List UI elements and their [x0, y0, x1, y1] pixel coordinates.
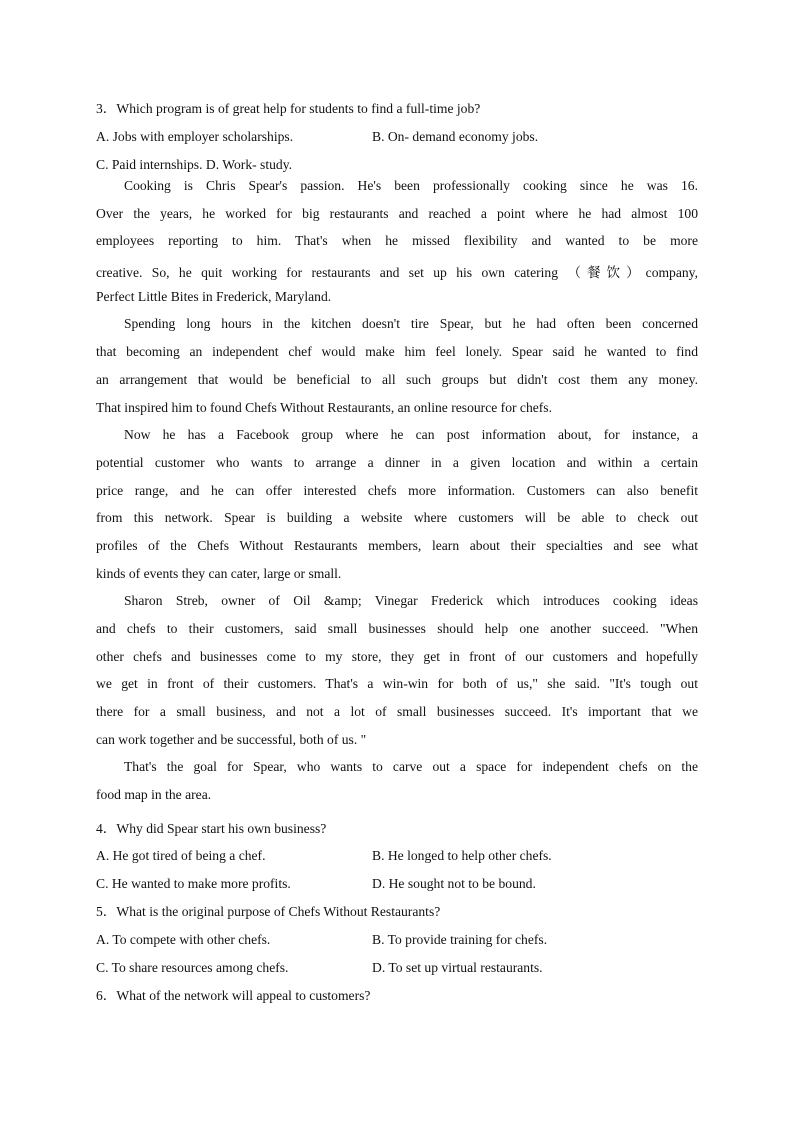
paragraph-line: profiles of the Chefs Without Restaurants members, learn about their specialties and see what — [96, 537, 698, 553]
paragraph-line: that becoming an independent chef would make him feel lonely. Spear said he wanted to find — [96, 344, 698, 360]
passage-paragraph-4 — [96, 593, 698, 759]
option-c: C. He wanted to make more profits. — [96, 876, 291, 892]
exam-page — [96, 95, 698, 1009]
question-6: 6．What of the network will appeal to customers? — [96, 987, 371, 1003]
question-3: 3．Which program is of great help for students to find a full-time job? — [96, 101, 481, 116]
paragraph-line: Now he has a Facebook group where he can post information about, for instance, a — [124, 427, 698, 443]
paragraph-line: Perfect Little Bites in Frederick, Maryland. — [96, 288, 332, 304]
paragraph-line: Sharon Streb, owner of Oil &amp; Vinegar Frederick which introduces cooking ideas — [124, 593, 698, 609]
paragraph-line: That's the goal for Spear, who wants to carve out a space for independent chefs on the — [124, 759, 698, 775]
passage-paragraph-3 — [96, 427, 698, 593]
paragraph-line: price range, and he can offer interested chefs more information. Customers can also benefit — [96, 482, 698, 498]
option-b: B. He longed to help other chefs. — [372, 848, 552, 864]
paragraph-line: we get in front of their customers. That's a win-win for both of us," she said. "It's tough out — [96, 676, 698, 692]
paragraph-line: employees reporting to him. That's when he missed flexibility and wanted to be more — [96, 233, 698, 249]
paragraph-line: Over the years, he worked for big restaurants and reached a point where he had almost 100 — [96, 205, 698, 221]
question-3-options-ab — [96, 123, 698, 151]
passage-paragraph-2 — [96, 316, 698, 427]
paragraph-line: from this network. Spear is building a website where customers will be able to check out — [96, 510, 698, 526]
option-c: C. To share resources among chefs. — [96, 959, 289, 975]
option-a: A. He got tired of being a chef. — [96, 848, 266, 864]
paragraph-line: an arrangement that would be beneficial to all such groups but didn't cost them any money. — [96, 371, 698, 387]
question-4: 4．Why did Spear start his own business? — [96, 820, 327, 836]
passage-paragraph-5 — [96, 759, 698, 814]
paragraph-line: kinds of events they can cater, large or small. — [96, 565, 342, 581]
question-5-options-cd — [96, 954, 698, 982]
option-b: B. To provide training for chefs. — [372, 931, 548, 947]
question-3-options-cd: C. Paid internships. D. Work- study. — [96, 156, 293, 172]
option-a: A. To compete with other chefs. — [96, 931, 271, 947]
question-5: 5．What is the original purpose of Chefs Without Restaurants? — [96, 904, 441, 920]
option-d: D. He sought not to be bound. — [372, 876, 536, 892]
option-d: D. To set up virtual restaurants. — [372, 959, 543, 975]
paragraph-line: and chefs to their customers, said small businesses should help one another succeed. "When — [96, 621, 698, 636]
paragraph-line: That inspired him to found Chefs Without Restaurants, an online resource for chefs. — [96, 399, 552, 415]
option-a: A. Jobs with employer scholarships. — [96, 128, 294, 144]
paragraph-line: can work together and be successful, both of us. " — [96, 731, 367, 747]
question-4-options-ab — [96, 842, 698, 870]
paragraph-line: potential customer who wants to arrange a dinner in a given location and within a certain — [96, 454, 698, 470]
paragraph-line: other chefs and businesses come to my store, they get in front of our customers and hopefully — [96, 648, 698, 664]
paragraph-line: Cooking is Chris Spear's passion. He's been professionally cooking since he was 16. — [124, 178, 698, 193]
option-b: B. On- demand economy jobs. — [372, 128, 539, 144]
paragraph-line: Spending long hours in the kitchen doesn't tire Spear, but he had often been concerned — [124, 316, 698, 332]
passage-paragraph-1 — [96, 178, 698, 316]
paragraph-line: there for a small business, and not a lot of small businesses succeed. It's important that we — [96, 704, 698, 720]
paragraph-line: creative. So, he quit working for restaurants and set up his own catering （餐饮）company, — [96, 265, 698, 281]
question-5-options-ab — [96, 926, 698, 954]
paragraph-line: food map in the area. — [96, 787, 212, 803]
question-4-options-cd — [96, 870, 698, 898]
